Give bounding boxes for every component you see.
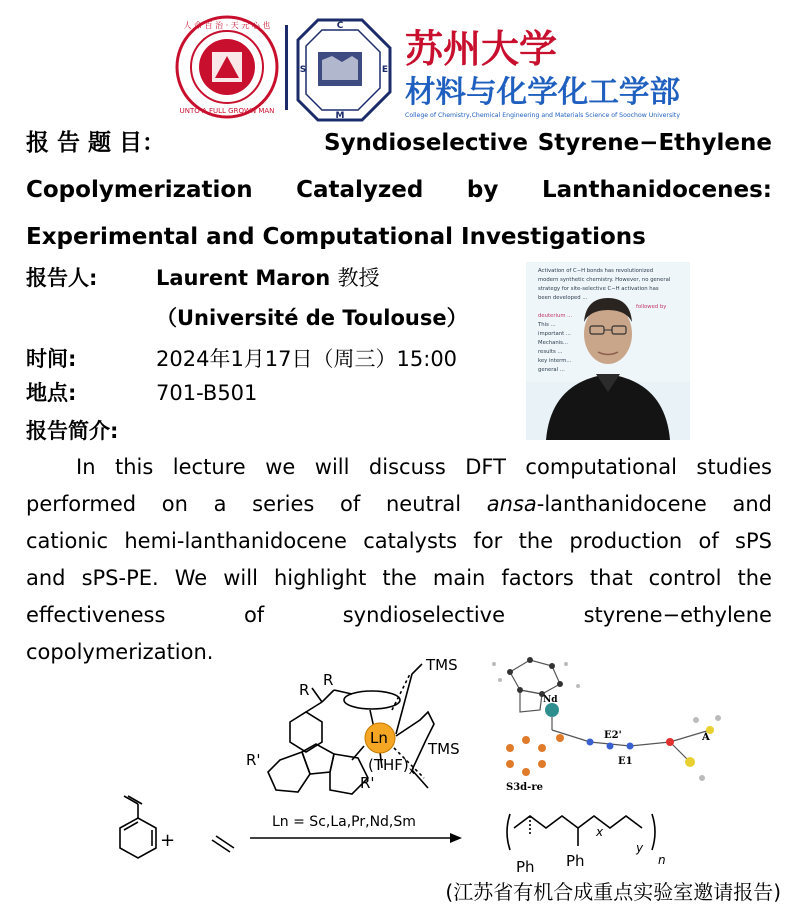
abstract-word: In [76,455,96,479]
abstract-word: effectiveness [26,603,166,627]
college-logo [298,20,390,121]
abstract-word: control [648,566,722,590]
department-name-cn: 材料与化学化工学部 [405,75,680,110]
sub-n: n [658,853,666,867]
svg-text:This ...: This ... [538,322,556,328]
abstract-word: styrene−ethylene [583,603,772,627]
abstract-word: syndioselective [342,603,506,627]
e1-label: E1 [618,756,633,767]
svg-text:been developed ...: been developed ... [538,295,588,301]
svg-text:general ...: general ... [538,367,565,373]
invited-report-note: (江苏省有机合成重点实验室邀请报告) [445,880,781,904]
abstract-word: performed [26,492,137,516]
svg-text:C: C [336,21,344,31]
abstract-line [26,523,772,560]
abstract-word: will [223,566,258,590]
department-name-en: College of Chemistry,Chemical Engineering and Materials Science of Soochow University [405,112,681,119]
ln-list-label: Ln = Sc,La,Pr,Nd,Sm [272,814,416,830]
abstract-line [26,486,772,523]
a-label: A [702,732,710,743]
r-prime-left: R' [246,751,261,769]
abstract-word: cationic [26,529,109,553]
title-word: Syndioselective [324,130,528,156]
svg-text:Mechanis...: Mechanis... [538,340,568,346]
abstract-word: of [698,529,719,553]
speaker-label: 报告人: [26,266,98,290]
abstract-line [26,597,772,634]
speaker-photo [526,262,690,440]
header-logos [0,0,799,125]
abstract-word: we [265,455,296,479]
svg-text:人 命 百 治 · 天 元 心 也: 人 命 百 治 · 天 元 心 也 [183,21,271,30]
speaker-name: Laurent Maron [156,266,331,290]
title-word: Experimental and Computational Investigations [26,224,646,250]
logo-divider [285,25,288,110]
soochow-university-seal [177,17,277,117]
svg-text:Activation of C−H bonds has re: Activation of C−H bonds has revolutionized [538,268,654,274]
r-label-2: R [323,671,334,689]
dft-model-image [492,657,721,793]
title-word: Catalyzed [296,177,424,203]
abstract-word: sPS [735,529,772,553]
styrene-structure [120,796,156,858]
s3d-label: S3d-re [506,782,543,793]
sub-y: y [636,841,644,855]
abstract-word: this [114,455,154,479]
abstract-line [26,560,772,597]
svg-text:M: M [335,111,345,121]
polymer-product [507,814,655,850]
school-name-cn: 苏州大学 [405,26,558,71]
abstract-word: of [340,492,361,516]
title-line-1 [26,128,772,158]
abstract-word: computational [525,455,677,479]
abstract-word: series [252,492,315,516]
title-word: Styrene−Ethylene [537,130,772,156]
reaction-arrow [250,833,462,843]
svg-text:S: S [299,65,307,75]
abstract-word: and [26,566,66,590]
svg-text:deuterium ...: deuterium ... [538,313,573,319]
abstract-word: neutral [385,492,462,516]
abstract-word: and [732,492,772,516]
abstract-word: that [589,566,633,590]
time-value: 2024年1月17日（周三）15:00 [156,347,458,371]
time-row [26,344,458,374]
speaker-affiliation: （Université de Toulouse） [156,306,468,330]
place-value: 701-B501 [156,381,258,405]
svg-text:followed by: followed by [636,304,667,310]
ph-label-1: Ph [516,858,535,876]
place-row [26,378,258,408]
ph-label-2: Ph [566,852,585,870]
abstract-word: will [314,455,350,479]
abstract-word: ansa-lanthanidocene [486,492,707,516]
nd-label: Nd [543,695,558,705]
speaker-title: 教授 [337,266,380,290]
r-label-1: R [299,681,310,699]
abstract-word: studies [696,455,772,479]
ln-label: Ln [370,729,388,747]
time-label: 时间: [26,347,77,371]
abstract-line [76,449,772,486]
abstract-word: for [473,529,503,553]
abstract-word: the [518,529,554,553]
abstract-word: on [161,492,188,516]
svg-text:modern synthetic chemistry. Ho: modern synthetic chemistry. However, no general [538,277,671,283]
title-line-3 [26,222,772,252]
abstract-label: 报告简介: [26,419,119,443]
title-label: 报 告 题 目： [26,130,166,156]
svg-text:UNTO A FULL GROWN MAN: UNTO A FULL GROWN MAN [179,107,275,115]
abstract-word: hemi-lanthanidocene [124,529,347,553]
svg-text:E: E [381,65,389,75]
abstract-word: copolymerization. [26,640,214,664]
abstract-word: We [174,566,208,590]
svg-text:strategy for site-selective C−: strategy for site-selective C−H activation has [538,286,659,292]
svg-text:key interm...: key interm... [538,358,572,364]
title-word: Lanthanidocenes: [541,177,772,203]
tms-top-label: TMS [426,656,458,674]
speaker-row [26,263,380,293]
reaction-scheme [90,650,780,882]
abstract-word: production [569,529,683,553]
thf-label: $(THF)_x$ [368,756,415,777]
abstract-word: highlight [273,566,367,590]
place-label: 地点: [26,381,77,405]
abstract-word: the [737,566,772,590]
title-line-2 [26,175,772,205]
sub-x: x [596,825,604,839]
abstract-word: a [213,492,227,516]
plus-sign: + [160,830,176,851]
abstract-word: discuss [368,455,446,479]
abstract-word: catalysts [363,529,458,553]
svg-text:results ...: results ... [538,349,563,355]
svg-text:important ...: important ... [538,331,571,337]
tms-bottom-label: TMS [428,740,460,758]
title-word: by [466,177,499,203]
r-prime-right: R' [360,774,375,792]
abstract-word: main [432,566,486,590]
e2-label: E2' [604,730,622,741]
abstract-word: of [243,603,265,627]
abstract-label-row [26,416,118,446]
abstract-word: factors [501,566,574,590]
abstract-word: the [382,566,417,590]
abstract-word: DFT [465,455,506,479]
ethylene-structure [212,836,234,852]
title-word: Copolymerization [26,177,253,203]
abstract-word: sPS-PE. [81,566,159,590]
abstract-word: lecture [172,455,246,479]
